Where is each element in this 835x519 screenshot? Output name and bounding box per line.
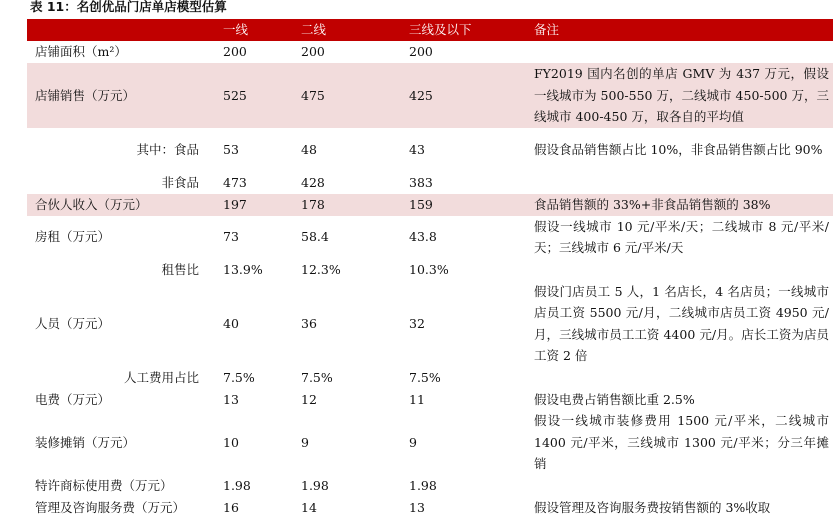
table-row: [27, 410, 833, 475]
row-label: 房租（万元）: [35, 229, 111, 245]
row-note: [532, 475, 833, 497]
tier1-value: 10: [223, 434, 239, 450]
row-label: 人员（万元）: [35, 315, 111, 331]
tier3-value: 200: [409, 44, 433, 60]
tier1-value: 525: [223, 87, 247, 103]
tier3-value: 9: [409, 434, 417, 450]
tier1-value: 13.9%: [223, 261, 263, 277]
tier2-value: 12.3%: [301, 261, 341, 277]
tier3-value: 11: [409, 391, 425, 407]
row-label: 合伙人收入（万元）: [35, 196, 148, 212]
tier2-value: 36: [301, 315, 317, 331]
table-row: [27, 281, 833, 367]
tier1-value: 200: [223, 44, 247, 60]
tier2-value: 14: [301, 499, 317, 515]
header-note: 备注: [534, 22, 560, 38]
tier2-value: 48: [301, 141, 317, 157]
tier3-value: 159: [409, 196, 433, 212]
row-label: 特许商标使用费（万元）: [35, 477, 173, 493]
row-note: 假设食品销售额占比 10%，非食品销售额占比 90%: [534, 141, 823, 157]
tier3-value: 7.5%: [409, 369, 441, 385]
row-note: [532, 367, 833, 389]
tier1-value: 53: [223, 141, 239, 157]
tier3-value: 383: [409, 174, 433, 190]
table-row: [27, 63, 833, 128]
tier1-value: 197: [223, 196, 247, 212]
header-label-cell: [27, 19, 217, 41]
row-note: [532, 172, 833, 194]
table-row: [27, 389, 833, 411]
tier1-value: 7.5%: [223, 369, 255, 385]
table-row: [27, 128, 833, 172]
row-label: 管理及咨询服务费（万元）: [35, 499, 186, 515]
row-note: 假设管理及咨询服务费按销售额的 3%收取: [534, 499, 771, 515]
tier2-value: 178: [301, 196, 325, 212]
table-row: [27, 475, 833, 497]
table-row: [27, 41, 833, 63]
row-note: 假设电费占销售额比重 2.5%: [534, 391, 695, 407]
header-tier1: 一线: [223, 22, 249, 38]
tier2-value: 200: [301, 44, 325, 60]
tier2-value: 1.98: [301, 477, 329, 493]
row-label: 装修摊销（万元）: [35, 434, 136, 450]
table-row: [27, 172, 833, 194]
row-note: FY2019 国内名创的单店 GMV 为 437 万元，假设一线城市为 500-550 万，二线城市 450-500 万，三线城市 400-450 万，取各自的平均值: [534, 66, 829, 124]
row-label: 电费（万元）: [35, 391, 111, 407]
tier2-value: 12: [301, 391, 317, 407]
row-note: [532, 41, 833, 63]
table-row: [27, 367, 833, 389]
header-tier2: 二线: [301, 22, 327, 38]
row-note: 假设一线城市装修费用 1500 元/平米，二线城市 1400 元/平米，三线城市 1300 元/平米；分三年摊销: [534, 413, 829, 471]
row-note: 假设门店员工 5 人，1 名店长，4 名店员；一线城市店员工资 5500 元/月，二线城市店员工资 4950 元/月，三线城市员工工资 4400 元/月。店长工资为店员工资 2 倍: [534, 283, 829, 363]
header-tier3: 三线及以下: [409, 22, 472, 38]
row-note: 食品销售额的 33%+非食品销售额的 38%: [534, 196, 771, 212]
table-header-row: [27, 19, 833, 41]
tier1-value: 473: [223, 174, 247, 190]
tier1-value: 1.98: [223, 477, 251, 493]
tier3-value: 10.3%: [409, 261, 449, 277]
table-row: [27, 194, 833, 216]
tier1-value: 40: [223, 315, 239, 331]
tier3-value: 32: [409, 315, 425, 331]
table-row: [27, 216, 833, 259]
table-title: 表 11：名创优品门店单店模型估算: [30, 0, 227, 14]
tier1-value: 73: [223, 229, 239, 245]
tier2-value: 475: [301, 87, 325, 103]
row-label: 其中：食品: [136, 141, 199, 157]
tier2-value: 9: [301, 434, 309, 450]
row-note: [532, 259, 833, 281]
tier3-value: 43.8: [409, 229, 437, 245]
tier1-value: 16: [223, 499, 239, 515]
row-label: 租售比: [161, 261, 199, 277]
tier2-value: 58.4: [301, 229, 329, 245]
row-label: 非食品: [161, 174, 199, 190]
tier2-value: 428: [301, 174, 325, 190]
tier2-value: 7.5%: [301, 369, 333, 385]
row-label: 店铺销售（万元）: [35, 87, 136, 103]
row-label: 店铺面积（m²）: [35, 44, 127, 60]
table-row: [27, 497, 833, 519]
store-model-table: [27, 19, 833, 519]
row-label: 人工费用占比: [123, 369, 199, 385]
tier3-value: 43: [409, 141, 425, 157]
tier3-value: 13: [409, 499, 425, 515]
tier3-value: 1.98: [409, 477, 437, 493]
tier3-value: 425: [409, 87, 433, 103]
tier1-value: 13: [223, 391, 239, 407]
table-row: [27, 259, 833, 281]
row-note: 假设一线城市 10 元/平米/天；二线城市 8 元/平米/天；三线城市 6 元/平米/天: [534, 218, 829, 255]
